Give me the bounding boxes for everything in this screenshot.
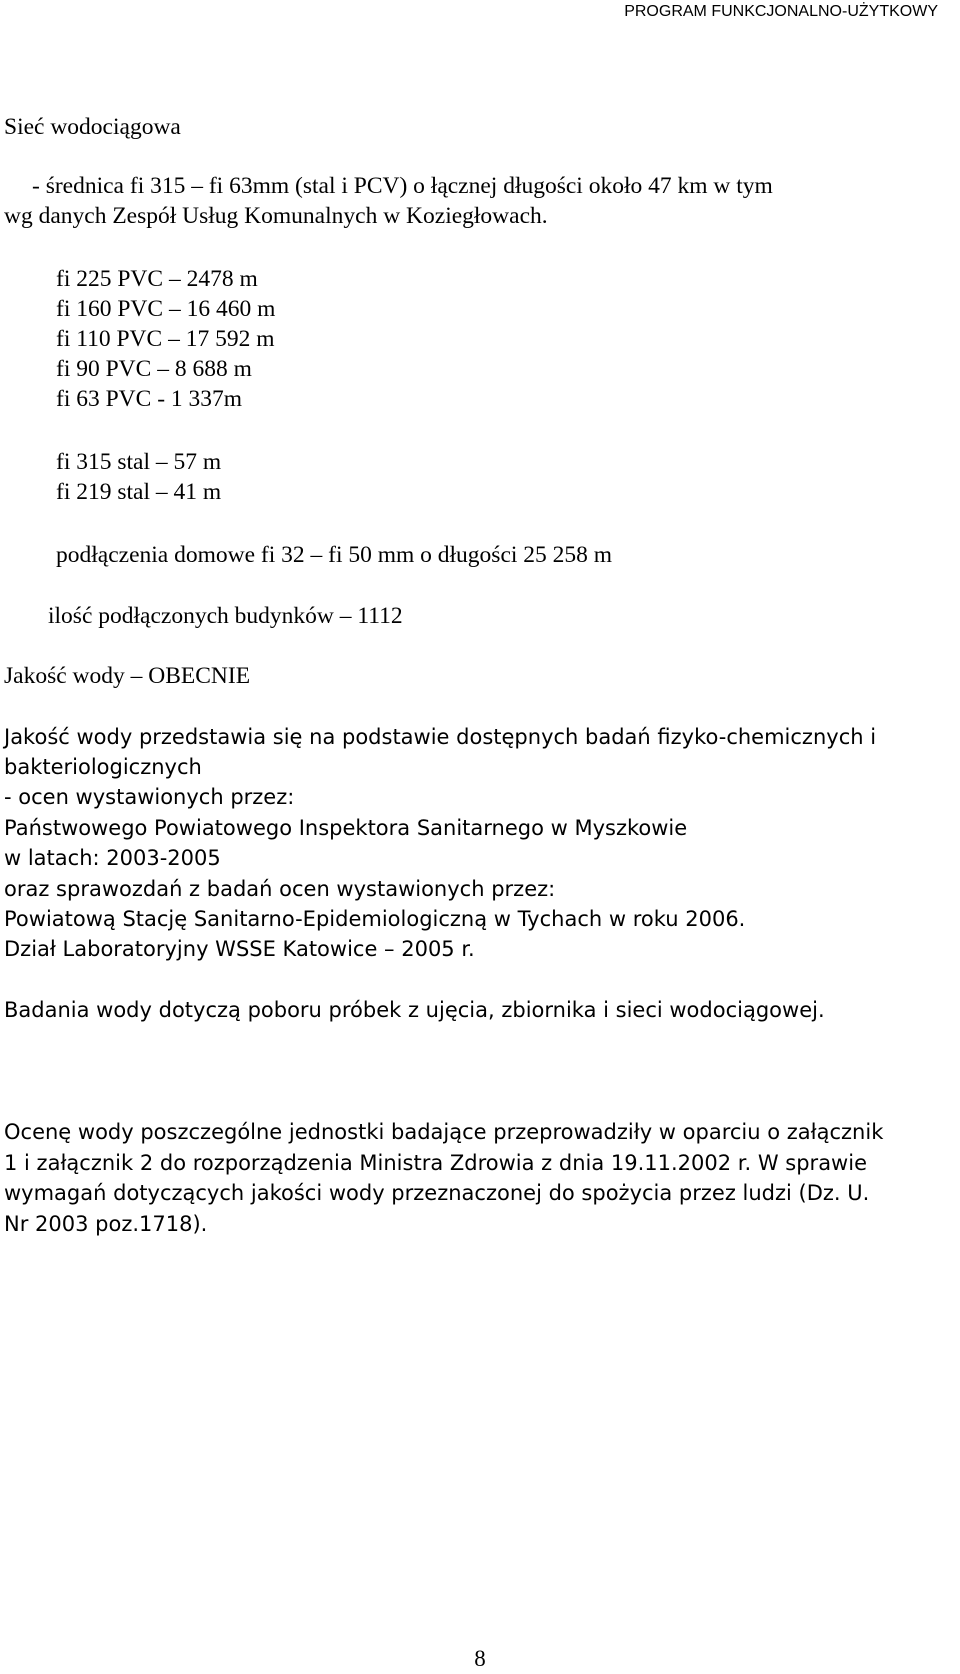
- quality-text-line: Dział Laboratoryjny WSSE Katowice – 2005 r.: [4, 937, 475, 961]
- network-intro-line-1: - średnica fi 315 – fi 63mm (stal i PCV) o łącznej długości około 47 km w tym: [32, 173, 773, 199]
- pvc-item: fi 160 PVC – 16 460 m: [56, 296, 276, 322]
- quality-text-line: Jakość wody przedstawia się na podstawie dostępnych badań fizyko-chemicznych i: [4, 725, 877, 749]
- quality-text-line: bakteriologicznych: [4, 755, 202, 779]
- steel-item: fi 219 stal – 41 m: [56, 479, 222, 505]
- pvc-item: fi 110 PVC – 17 592 m: [56, 326, 275, 352]
- quality-text-line: - ocen wystawionych przez:: [4, 785, 295, 809]
- pvc-item: fi 90 PVC – 8 688 m: [56, 356, 252, 382]
- pvc-item: fi 225 PVC – 2478 m: [56, 266, 258, 292]
- section-heading-network: Sieć wodociągowa: [4, 114, 181, 140]
- pvc-item: fi 63 PVC - 1 337m: [56, 386, 243, 412]
- quality-text-line: Państwowego Powiatowego Inspektora Sanitarnego w Myszkowie: [4, 816, 688, 840]
- network-intro-line-2: wg danych Zespół Usług Komunalnych w Koziegłowach.: [4, 203, 548, 229]
- house-connections: podłączenia domowe fi 32 – fi 50 mm o długości 25 258 m: [56, 542, 613, 568]
- assessment-line: Nr 2003 poz.1718).: [4, 1212, 208, 1236]
- page-number: 8: [474, 1646, 486, 1671]
- connected-buildings: ilość podłączonych budynków – 1112: [48, 603, 403, 629]
- assessment-line: 1 i załącznik 2 do rozporządzenia Ministra Zdrowia z dnia 19.11.2002 r. W sprawie: [4, 1151, 867, 1175]
- quality-text-line: Powiatową Stację Sanitarno-Epidemiologiczną w Tychach w roku 2006.: [4, 907, 746, 931]
- sampling-statement: Badania wody dotyczą poboru próbek z ujęcia, zbiornika i sieci wodociągowej.: [4, 998, 825, 1022]
- quality-text-line: w latach: 2003-2005: [4, 846, 221, 870]
- section-heading-quality: Jakość wody – OBECNIE: [4, 663, 251, 689]
- running-header: PROGRAM FUNKCJONALNO-UŻYTKOWY: [624, 3, 938, 20]
- quality-text-line: oraz sprawozdań z badań ocen wystawionych przez:: [4, 877, 556, 901]
- assessment-line: wymagań dotyczących jakości wody przeznaczonej do spożycia przez ludzi (Dz. U.: [4, 1181, 870, 1205]
- steel-item: fi 315 stal – 57 m: [56, 449, 222, 475]
- assessment-line: Ocenę wody poszczególne jednostki badające przeprowadziły w oparciu o załącznik: [4, 1120, 884, 1144]
